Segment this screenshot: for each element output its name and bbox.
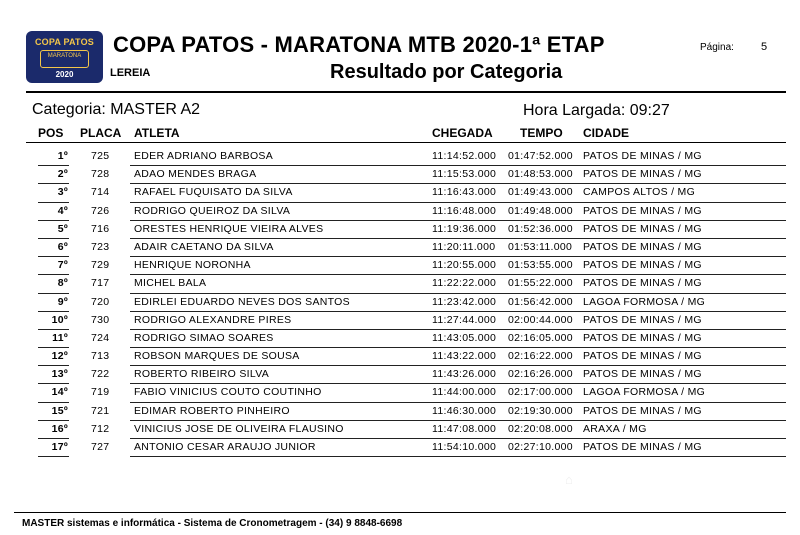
page-number-label: Página: xyxy=(700,42,734,53)
cell-placa: 719 xyxy=(91,386,110,399)
cell-atleta: EDIRLEI EDUARDO NEVES DOS SANTOS xyxy=(134,295,350,308)
table-row xyxy=(0,312,800,330)
cell-placa: 713 xyxy=(91,350,110,363)
cell-cidade: LAGOA FORMOSA / MG xyxy=(583,295,706,308)
cell-tempo: 02:20:08.000 xyxy=(508,422,573,435)
column-header-pos: POS xyxy=(38,126,64,140)
cell-placa: 721 xyxy=(91,404,110,417)
cell-tempo: 02:16:22.000 xyxy=(508,350,573,363)
column-header-atleta: ATLETA xyxy=(134,126,180,140)
cell-pos: 15º xyxy=(51,404,68,417)
cell-placa: 712 xyxy=(91,422,110,435)
table-row xyxy=(0,184,800,202)
cell-atleta: ROBSON MARQUES DE SOUSA xyxy=(134,350,300,363)
cell-tempo: 01:55:22.000 xyxy=(508,277,573,290)
cell-chegada: 11:16:43.000 xyxy=(432,186,497,199)
column-header-tempo: TEMPO xyxy=(520,126,563,140)
cell-tempo: 01:49:43.000 xyxy=(508,186,573,199)
cell-chegada: 11:22:22.000 xyxy=(432,277,497,290)
table-row xyxy=(0,330,800,348)
table-row xyxy=(0,439,800,457)
cell-tempo: 01:56:42.000 xyxy=(508,295,573,308)
cell-tempo: 01:47:52.000 xyxy=(508,150,573,162)
table-row xyxy=(0,275,800,293)
cell-pos: 11º xyxy=(52,331,68,344)
cell-cidade: PATOS DE MINAS / MG xyxy=(583,368,702,381)
start-time-label: Hora Largada: 09:27 xyxy=(523,102,670,119)
cell-placa: 725 xyxy=(91,150,110,162)
column-header-cidade: CIDADE xyxy=(583,126,630,140)
cell-chegada: 11:43:26.000 xyxy=(432,368,497,381)
cell-pos: 10º xyxy=(51,313,68,326)
cell-placa: 722 xyxy=(91,368,110,381)
cell-atleta: VINICIUS JOSE DE OLIVEIRA FLAUSINO xyxy=(134,422,344,435)
cell-atleta: RODRIGO ALEXANDRE PIRES xyxy=(134,313,292,326)
table-row xyxy=(0,148,800,166)
cell-cidade: PATOS DE MINAS / MG xyxy=(583,150,702,162)
cell-chegada: 11:43:05.000 xyxy=(432,331,497,344)
cell-atleta: EDIMAR ROBERTO PINHEIRO xyxy=(134,404,290,417)
table-row xyxy=(0,366,800,384)
organizer-name: LEREIA xyxy=(110,67,151,79)
logo-top-text: COPA PATOS xyxy=(34,37,94,47)
table-row xyxy=(0,203,800,221)
cell-pos: 3º xyxy=(57,186,68,199)
logo-year: 2020 xyxy=(55,70,74,79)
cell-cidade: PATOS DE MINAS / MG xyxy=(583,222,702,235)
cell-cidade: PATOS DE MINAS / MG xyxy=(583,441,702,453)
column-header-chegada: CHEGADA xyxy=(432,126,493,140)
cell-pos: 6º xyxy=(57,240,68,253)
cell-pos: 5º xyxy=(57,222,68,235)
page-title: COPA PATOS - MARATONA MTB 2020-1ª ETAP xyxy=(113,32,605,57)
cell-placa: 729 xyxy=(91,259,110,272)
table-header-divider xyxy=(26,142,786,143)
footer-text: MASTER sistemas e informática - Sistema de Cronometragem - (34) 9 8848-6698 xyxy=(22,518,403,529)
footer-divider xyxy=(14,512,786,513)
header-divider xyxy=(26,91,786,93)
cell-chegada: 11:20:11.000 xyxy=(432,240,496,253)
cell-tempo: 02:19:30.000 xyxy=(508,404,573,417)
cell-cidade: PATOS DE MINAS / MG xyxy=(583,168,702,181)
cell-pos: 13º xyxy=(51,368,68,381)
table-row xyxy=(0,239,800,257)
cell-chegada: 11:44:00.000 xyxy=(432,386,497,399)
cell-chegada: 11:20:55.000 xyxy=(432,259,497,272)
cell-atleta: ORESTES HENRIQUE VIEIRA ALVES xyxy=(134,222,324,235)
cell-atleta: ANTONIO CESAR ARAUJO JUNIOR xyxy=(134,441,316,453)
row-divider xyxy=(130,456,786,457)
cell-chegada: 11:15:53.000 xyxy=(432,168,497,181)
cell-atleta: FABIO VINICIUS COUTO COUTINHO xyxy=(134,386,322,399)
cell-placa: 717 xyxy=(91,277,110,290)
cell-chegada: 11:14:52.000 xyxy=(432,150,497,162)
cell-cidade: CAMPOS ALTOS / MG xyxy=(583,186,696,199)
page-number: 5 xyxy=(761,41,768,53)
logo-mid-text: MARATONA xyxy=(47,53,82,59)
cell-placa: 724 xyxy=(91,331,110,344)
cell-tempo: 02:16:26.000 xyxy=(508,368,573,381)
cell-pos: 12º xyxy=(51,350,68,363)
cell-cidade: PATOS DE MINAS / MG xyxy=(583,277,702,290)
cell-chegada: 11:54:10.000 xyxy=(432,441,497,453)
watermark: ⌂ xyxy=(565,472,573,487)
table-row xyxy=(0,403,800,421)
cell-cidade: PATOS DE MINAS / MG xyxy=(583,331,702,344)
table-row xyxy=(0,421,800,439)
cell-pos: 9º xyxy=(57,295,68,308)
cell-cidade: PATOS DE MINAS / MG xyxy=(583,313,702,326)
cell-chegada: 11:46:30.000 xyxy=(432,404,497,417)
cell-tempo: 02:27:10.000 xyxy=(508,441,573,453)
cell-atleta: ADAO MENDES BRAGA xyxy=(134,168,257,181)
event-logo xyxy=(26,31,103,83)
cell-pos: 1º xyxy=(57,150,68,162)
cell-cidade: PATOS DE MINAS / MG xyxy=(583,240,702,253)
cell-tempo: 02:16:05.000 xyxy=(508,331,573,344)
cell-pos: 7º xyxy=(57,259,68,272)
cell-chegada: 11:23:42.000 xyxy=(432,295,497,308)
cell-atleta: RAFAEL FUQUISATO DA SILVA xyxy=(134,186,293,199)
cell-chegada: 11:43:22.000 xyxy=(432,350,497,363)
cell-tempo: 01:48:53.000 xyxy=(508,168,573,181)
cell-tempo: 01:52:36.000 xyxy=(508,222,573,235)
cell-pos: 2º xyxy=(57,168,68,181)
page-subtitle: Resultado por Categoria xyxy=(330,61,563,83)
cell-placa: 726 xyxy=(91,204,110,217)
cell-placa: 714 xyxy=(91,186,110,199)
cell-atleta: ROBERTO RIBEIRO SILVA xyxy=(134,368,270,381)
cell-tempo: 01:53:11.000 xyxy=(508,240,573,253)
cell-atleta: RODRIGO SIMAO SOARES xyxy=(134,331,274,344)
cell-pos: 14º xyxy=(51,386,68,399)
cell-placa: 728 xyxy=(91,168,110,181)
cell-atleta: ADAIR CAETANO DA SILVA xyxy=(134,240,274,253)
cell-atleta: RODRIGO QUEIROZ DA SILVA xyxy=(134,204,291,217)
cell-placa: 720 xyxy=(91,295,110,308)
cell-atleta: HENRIQUE NORONHA xyxy=(134,259,251,272)
cell-pos: 16º xyxy=(51,422,68,435)
cell-placa: 730 xyxy=(91,313,110,326)
cell-chegada: 11:16:48.000 xyxy=(432,204,497,217)
cell-placa: 723 xyxy=(91,240,110,253)
cell-pos: 4º xyxy=(57,204,68,217)
cell-atleta: EDER ADRIANO BARBOSA xyxy=(134,150,274,162)
table-row xyxy=(0,257,800,275)
cell-tempo: 01:53:55.000 xyxy=(508,259,573,272)
table-row xyxy=(0,166,800,184)
category-label: Categoria: MASTER A2 xyxy=(32,101,201,118)
cell-cidade: PATOS DE MINAS / MG xyxy=(583,259,702,272)
table-row xyxy=(0,348,800,366)
cell-cidade: ARAXA / MG xyxy=(583,422,647,435)
cell-cidade: PATOS DE MINAS / MG xyxy=(583,204,702,217)
cell-placa: 727 xyxy=(91,441,110,453)
cell-cidade: PATOS DE MINAS / MG xyxy=(583,404,702,417)
cell-tempo: 02:00:44.000 xyxy=(508,313,573,326)
row-divider-pos xyxy=(38,456,69,457)
cell-atleta: MICHEL BALA xyxy=(134,277,207,290)
cell-chegada: 11:19:36.000 xyxy=(432,222,497,235)
table-row xyxy=(0,384,800,402)
table-row xyxy=(0,221,800,239)
cell-tempo: 01:49:48.000 xyxy=(508,204,573,217)
cell-tempo: 02:17:00.000 xyxy=(508,386,573,399)
results-table xyxy=(0,148,800,457)
cell-cidade: LAGOA FORMOSA / MG xyxy=(583,386,706,399)
cell-pos: 8º xyxy=(57,277,68,290)
column-header-placa: PLACA xyxy=(80,126,122,140)
cell-pos: 17º xyxy=(51,441,68,453)
table-row xyxy=(0,294,800,312)
cell-chegada: 11:27:44.000 xyxy=(432,313,497,326)
cell-placa: 716 xyxy=(91,222,110,235)
cell-cidade: PATOS DE MINAS / MG xyxy=(583,350,702,363)
cell-chegada: 11:47:08.000 xyxy=(432,422,497,435)
